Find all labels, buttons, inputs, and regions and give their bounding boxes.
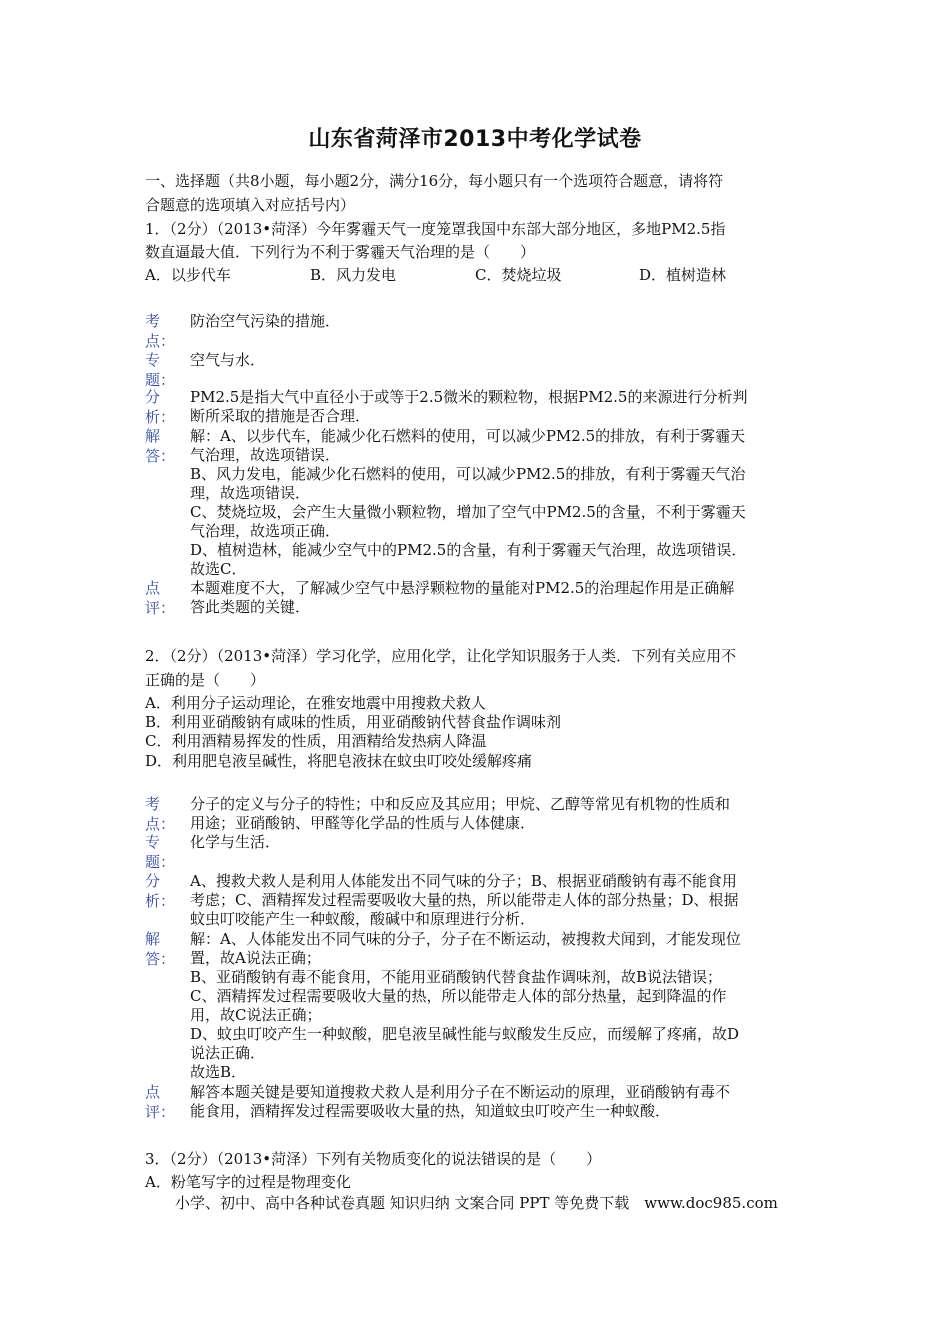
q2-kaodian-line: 用途；亚硝酸钠、甲醛等化学品的性质与人体健康． — [190, 814, 536, 832]
dianping-label: 点 评： — [145, 1083, 176, 1121]
q1-jieda-line: 气治理，故选项正确． — [190, 522, 341, 540]
q2-zhuanti: 化学与生活． — [190, 833, 281, 851]
zhuanti-label: 专 题： — [145, 833, 176, 871]
zhuanti-label: 专 题： — [145, 351, 176, 389]
q1-stem-line: 数直逼最大值．下列行为不利于雾霾天气治理的是（ ） — [145, 243, 536, 261]
q2-jieda-line: 置，故A说法正确； — [190, 949, 321, 967]
q1-stem-line: 1．（2分）（2013•菏泽）今年雾霾天气一度笼罩我国中东部大部分地区，多地PM2.5指 — [145, 220, 726, 238]
q2-dianping-line: 能食用，酒精挥发过程需要吸收大量的热，知道蚊虫叮咬产生一种蚁酸． — [190, 1102, 671, 1120]
dianping-label: 点 评： — [145, 579, 176, 617]
fenxi-label: 分 析： — [145, 388, 176, 426]
fenxi-label: 分 析： — [145, 872, 176, 910]
q2-option-d: D．利用肥皂液呈碱性，将肥皂液抹在蚊虫叮咬处缓解疼痛 — [145, 752, 533, 770]
q2-jieda-line: C、酒精挥发过程需要吸收大量的热，所以能带走人体的部分热量，起到降温的作 — [190, 987, 727, 1005]
q1-dianping-line: 答此类题的关键． — [190, 598, 311, 616]
q2-fenxi-line: A、搜救犬救人是利用人体能发出不同气味的分子；B、根据亚硝酸钠有毒不能食用 — [190, 872, 737, 890]
page-title: 山东省菏泽市2013中考化学试卷 — [308, 127, 642, 152]
q2-jieda-line: B、亚硝酸钠有毒不能食用，不能用亚硝酸钠代替食盐作调味剂，故B说法错误； — [190, 968, 723, 986]
footer-text: 小学、初中、高中各种试卷真题 知识归纳 文案合同 PPT 等免费下载 www.doc985.com — [175, 1194, 778, 1212]
intro-line: 合题意的选项填入对应括号内） — [145, 196, 356, 214]
q2-dianping-line: 解答本题关键是要知道搜救犬救人是利用分子在不断运动的原理，亚硝酸钠有毒不 — [190, 1083, 731, 1101]
q2-stem-line: 正确的是（ ） — [145, 671, 266, 689]
q1-jieda-line: 气治理，故选项错误． — [190, 446, 341, 464]
q1-jieda-line: C、焚烧垃圾，会产生大量微小颗粒物，增加了空气中PM2.5的含量，不利于雾霾天 — [190, 503, 746, 521]
q1-jieda-line: 解：A、以步代车，能减少化石燃料的使用，可以减少PM2.5的排放，有利于雾霾天 — [190, 427, 746, 445]
q2-jieda-line: 故选B． — [190, 1063, 247, 1081]
q2-stem-line: 2．（2分）（2013•菏泽）学习化学，应用化学，让化学知识服务于人类．下列有关应用不 — [145, 647, 737, 665]
q1-fenxi-line: PM2.5是指大气中直径小于或等于2.5微米的颗粒物，根据PM2.5的来源进行分析判 — [190, 388, 748, 406]
q1-jieda-line: 故选C． — [190, 560, 247, 578]
q1-fenxi-line: 断所采取的措施是否合理． — [190, 407, 371, 425]
q1-jieda-line: D、植树造林，能减少空气中的PM2.5的含量，有利于雾霾天气治理，故选项错误． — [190, 541, 747, 559]
q1-option-a: A．以步代车 — [145, 266, 231, 284]
q2-jieda-line: 说法正确． — [190, 1044, 266, 1062]
q1-dianping-line: 本题难度不大，了解减少空气中悬浮颗粒物的量能对PM2.5的治理起作用是正确解 — [190, 579, 735, 597]
q2-option-c: C．利用酒精易挥发的性质，用酒精给发热病人降温 — [145, 732, 487, 750]
q2-jieda-line: 解：A、人体能发出不同气味的分子，分子在不断运动，被搜救犬闻到，才能发现位 — [190, 930, 741, 948]
jieda-label: 解 答： — [145, 427, 176, 465]
q2-kaodian-line: 分子的定义与分子的特性；中和反应及其应用；甲烷、乙醇等常见有机物的性质和 — [190, 795, 731, 813]
q2-jieda-line: 用，故C说法正确； — [190, 1006, 322, 1024]
jieda-label: 解 答： — [145, 930, 176, 968]
q2-option-b: B．利用亚硝酸钠有咸味的性质，用亚硝酸钠代替食盐作调味剂 — [145, 713, 562, 731]
q3-option-a: A．粉笔写字的过程是物理变化 — [145, 1173, 351, 1191]
q1-option-c: C．焚烧垃圾 — [475, 266, 562, 284]
q2-option-a: A．利用分子运动理论，在雅安地震中用搜救犬救人 — [145, 694, 486, 712]
kaodian-label: 考 点： — [145, 795, 176, 833]
intro-line: 一、选择题（共8小题，每小题2分，满分16分，每小题只有一个选项符合题意，请将符 — [145, 172, 724, 190]
q3-stem-line: 3．（2分）（2013•菏泽）下列有关物质变化的说法错误的是（ ） — [145, 1150, 602, 1168]
q1-zhuanti: 空气与水． — [190, 351, 266, 369]
q1-option-d: D．植树造林 — [639, 266, 727, 284]
q1-jieda-line: B、风力发电，能减少化石燃料的使用，可以减少PM2.5的排放，有利于雾霾天气治 — [190, 465, 746, 483]
q1-jieda-line: 理，故选项错误． — [190, 484, 311, 502]
kaodian-label: 考 点： — [145, 312, 176, 350]
q1-kaodian: 防治空气污染的措施． — [190, 312, 341, 330]
q2-fenxi-line: 考虑；C、酒精挥发过程需要吸收大量的热，所以能带走人体的部分热量；D、根据 — [190, 891, 739, 909]
q2-jieda-line: D、蚊虫叮咬产生一种蚁酸，肥皂液呈碱性能与蚁酸发生反应，而缓解了疼痛，故D — [190, 1025, 740, 1043]
q1-option-b: B．风力发电 — [310, 266, 397, 284]
q2-fenxi-line: 蚊虫叮咬能产生一种蚁酸，酸碱中和原理进行分析． — [190, 910, 536, 928]
